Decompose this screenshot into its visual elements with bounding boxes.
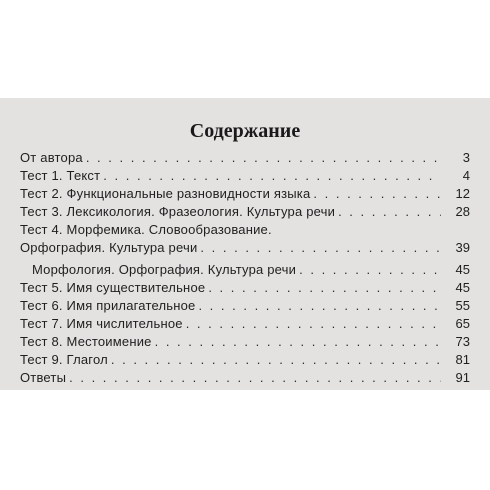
toc-entry-test-8 [20, 334, 470, 352]
dot-leader [111, 352, 441, 367]
toc-entry-label: Ответы [20, 370, 67, 385]
dot-leader [69, 370, 441, 385]
toc-entry-test-6 [20, 298, 470, 316]
toc-entry-label: Тест 1. Текст [20, 168, 101, 183]
toc-entry-test-4 [20, 222, 470, 240]
dot-leader [338, 204, 441, 219]
toc-entry-test-1 [20, 168, 470, 186]
toc-entry-label: Орфография. Культура речи [20, 240, 198, 255]
toc-entry-from-author [20, 150, 470, 168]
toc-entry-page: 4 [462, 168, 470, 183]
toc-entry-test-3 [20, 204, 470, 222]
dot-leader [103, 168, 441, 183]
toc-entry-page: 55 [455, 298, 470, 313]
toc-entry-label: Тест 7. Имя числительное [20, 316, 183, 331]
toc-entry-test-7 [20, 316, 470, 334]
toc-entry-page: 45 [455, 280, 470, 295]
dot-leader [155, 334, 441, 349]
toc-entry-page: 39 [455, 240, 470, 255]
toc-entry-page: 73 [455, 334, 470, 349]
toc-entry-page: 91 [455, 370, 470, 385]
dot-leader [200, 240, 441, 255]
toc-section-morphology [32, 262, 470, 280]
toc-entry-page: 3 [462, 150, 470, 165]
toc-entry-label: Тест 3. Лексикология. Фразеология. Культура речи [20, 204, 336, 219]
dot-leader [198, 298, 441, 313]
toc-entry-page: 81 [455, 352, 470, 367]
dot-leader [208, 280, 441, 295]
toc-entry-test-9 [20, 352, 470, 370]
toc-entry-test-4-continued [20, 240, 470, 258]
toc-entry-label: Тест 4. Морфемика. Словообразование. [20, 222, 272, 237]
page-title: Содержание [189, 120, 301, 142]
dot-leader [186, 316, 441, 331]
toc-entry-label: От автора [20, 150, 83, 165]
toc-entry-label: Тест 8. Местоимение [20, 334, 152, 349]
toc-entry-test-5 [20, 280, 470, 298]
toc-entry-label: Тест 5. Имя существительное [20, 280, 206, 295]
toc-entry-label: Тест 6. Имя прилагательное [20, 298, 196, 313]
dot-leader [86, 150, 441, 165]
toc-entry-label: Тест 9. Глагол [20, 352, 108, 367]
toc-entry-label: Морфология. Орфография. Культура речи [32, 262, 297, 277]
toc-entry-test-2 [20, 186, 470, 204]
toc-entry-label: Тест 2. Функциональные разновидности языка [20, 186, 311, 201]
toc-entry-answers [20, 370, 470, 388]
dot-leader [299, 262, 441, 277]
toc-entry-page: 45 [455, 262, 470, 277]
toc-entry-page: 12 [455, 186, 470, 201]
toc-entry-page: 65 [455, 316, 470, 331]
toc-entry-page: 28 [455, 204, 470, 219]
dot-leader [313, 186, 441, 201]
